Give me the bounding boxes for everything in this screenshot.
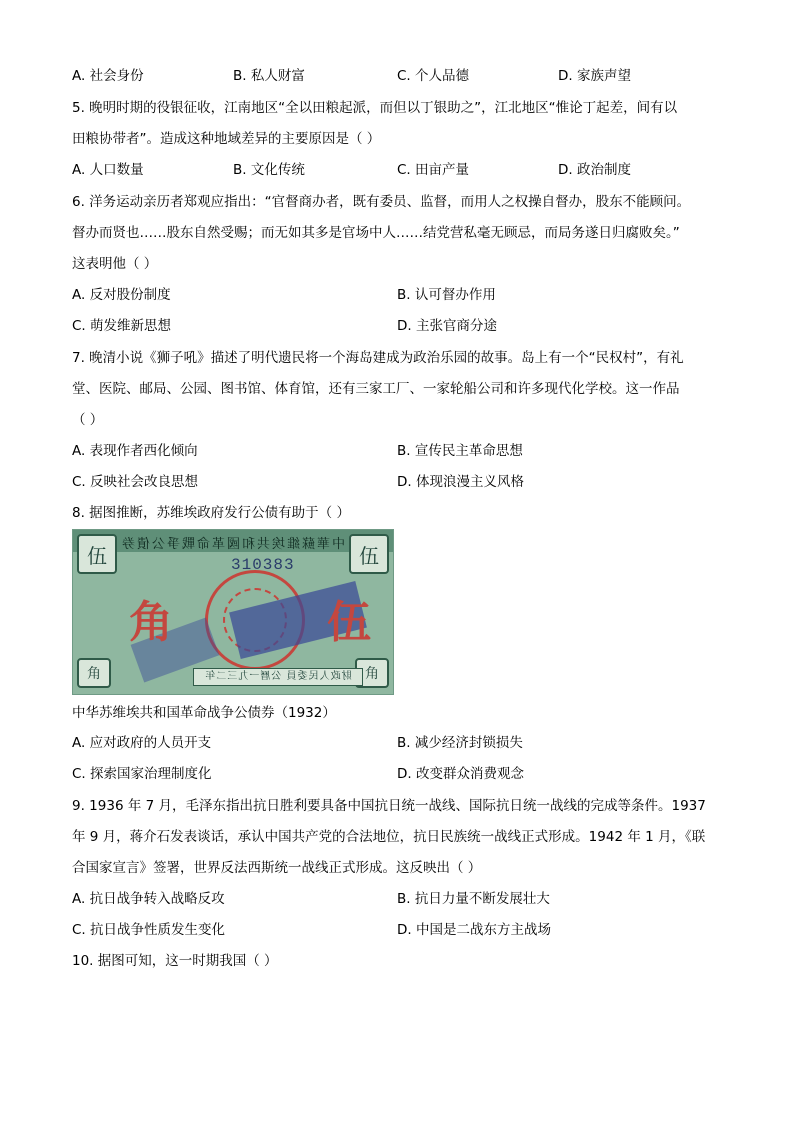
q8-stem-line1: 8. 据图推断，苏维埃政府发行公债有助于（ ） (72, 505, 350, 521)
q6-option-b: B. 认可督办作用 (397, 287, 496, 303)
q9-option-a: A. 抗日战争转入战略反攻 (72, 891, 225, 907)
q7-option-c: C. 反映社会改良思想 (72, 474, 199, 490)
q9-stem-line1: 9. 1936 年 7 月，毛泽东指出抗日胜利要具备中国抗日统一战线、国际抗日统一战线的完成等条件。1937 (72, 798, 706, 814)
q5-option-c: C. 田亩产量 (397, 162, 470, 178)
q8-image-caption: 中华苏维埃共和国革命战争公债券（1932） (72, 705, 336, 721)
q6-stem-line2: 督办而贤也……股东自然受赐；而无如其多是官场中人……结党营私毫无顾忌，而局务遂日归腐败矣。” (72, 225, 680, 241)
q9-option-d: D. 中国是二战东方主战场 (397, 922, 551, 938)
q8-option-b: B. 减少经济封锁损失 (397, 735, 523, 751)
q8-option-a: A. 应对政府的人员开支 (72, 735, 212, 751)
q4-option-c: C. 个人品德 (397, 68, 470, 84)
q4-option-a: A. 社会身份 (72, 68, 144, 84)
q9-stem-line3: 合国家宣言》签署，世界反法西斯统一战线正式形成。这反映出（ ） (72, 860, 482, 876)
bond-denomination-right: 伍 (327, 597, 371, 648)
q6-stem-line3: 这表明他（ ） (72, 256, 158, 272)
q9-option-c: C. 抗日战争性质发生变化 (72, 922, 226, 938)
q9-stem-line2: 年 9 月，蒋介石发表谈话，承认中国共产党的合法地位，抗日民族统一战线正式形成。1942 年 1 月，《联 (72, 829, 706, 845)
bond-denomination-left: 角 (129, 597, 173, 648)
q8-option-d: D. 改变群众消费观念 (397, 766, 524, 782)
bond-corner-bottom-right: 角 (355, 658, 389, 688)
q4-option-d: D. 家族声望 (558, 68, 631, 84)
q6-option-d: D. 主张官商分途 (397, 318, 497, 334)
q5-stem-line2: 田粮协带者”。造成这种地域差异的主要原因是（ ） (72, 131, 381, 147)
q7-stem-line3: （ ） (72, 412, 104, 428)
q9-option-b: B. 抗日力量不断发展壮大 (397, 891, 550, 907)
bond-top-band (73, 530, 393, 552)
q5-option-a: A. 人口数量 (72, 162, 144, 178)
bond-serial-number: 310383 (231, 556, 295, 574)
war-bond-image (72, 529, 394, 695)
q7-option-d: D. 体现浪漫主义风格 (397, 474, 524, 490)
bond-corner-bottom-left: 角 (77, 658, 111, 688)
q4-option-b: B. 私人财富 (233, 68, 305, 84)
q7-option-a: A. 表现作者西化倾向 (72, 443, 198, 459)
bond-corner-top-left: 伍 (77, 534, 117, 574)
bond-top-text: 中華蘇維埃共和國革命戰爭公債券 (119, 537, 345, 552)
q7-stem-line2: 堂、医院、邮局、公园、图书馆、体育馆，还有三家工厂、一家轮船公司和许多现代化学校。这一作品 (72, 381, 680, 397)
q6-option-c: C. 萌发维新思想 (72, 318, 172, 334)
q6-option-a: A. 反对股份制度 (72, 287, 171, 303)
q7-option-b: B. 宣传民主革命思想 (397, 443, 523, 459)
q10-stem-line1: 10. 据图可知，这一时期我国（ ） (72, 953, 278, 969)
q5-stem-line1: 5. 晚明时期的役银征收，江南地区“全以田粮起派，而但以丁银助之”，江北地区“惟论丁起差，间有以 (72, 100, 678, 116)
q6-stem-line1: 6. 洋务运动亲历者郑观应指出：“官督商办者，既有委员、监督，而用人之权操自督办，股东不能顾问。 (72, 194, 691, 210)
bond-bottom-text: 財政人民委員 公曆一九三二年 (193, 668, 363, 686)
q8-option-c: C. 探索国家治理制度化 (72, 766, 212, 782)
q5-option-b: B. 文化传统 (233, 162, 305, 178)
q5-option-d: D. 政治制度 (558, 162, 631, 178)
q7-stem-line1: 7. 晚清小说《狮子吼》描述了明代遗民将一个海岛建成为政治乐园的故事。岛上有一个“民权村”，有礼 (72, 350, 684, 366)
bond-corner-top-right: 伍 (349, 534, 389, 574)
